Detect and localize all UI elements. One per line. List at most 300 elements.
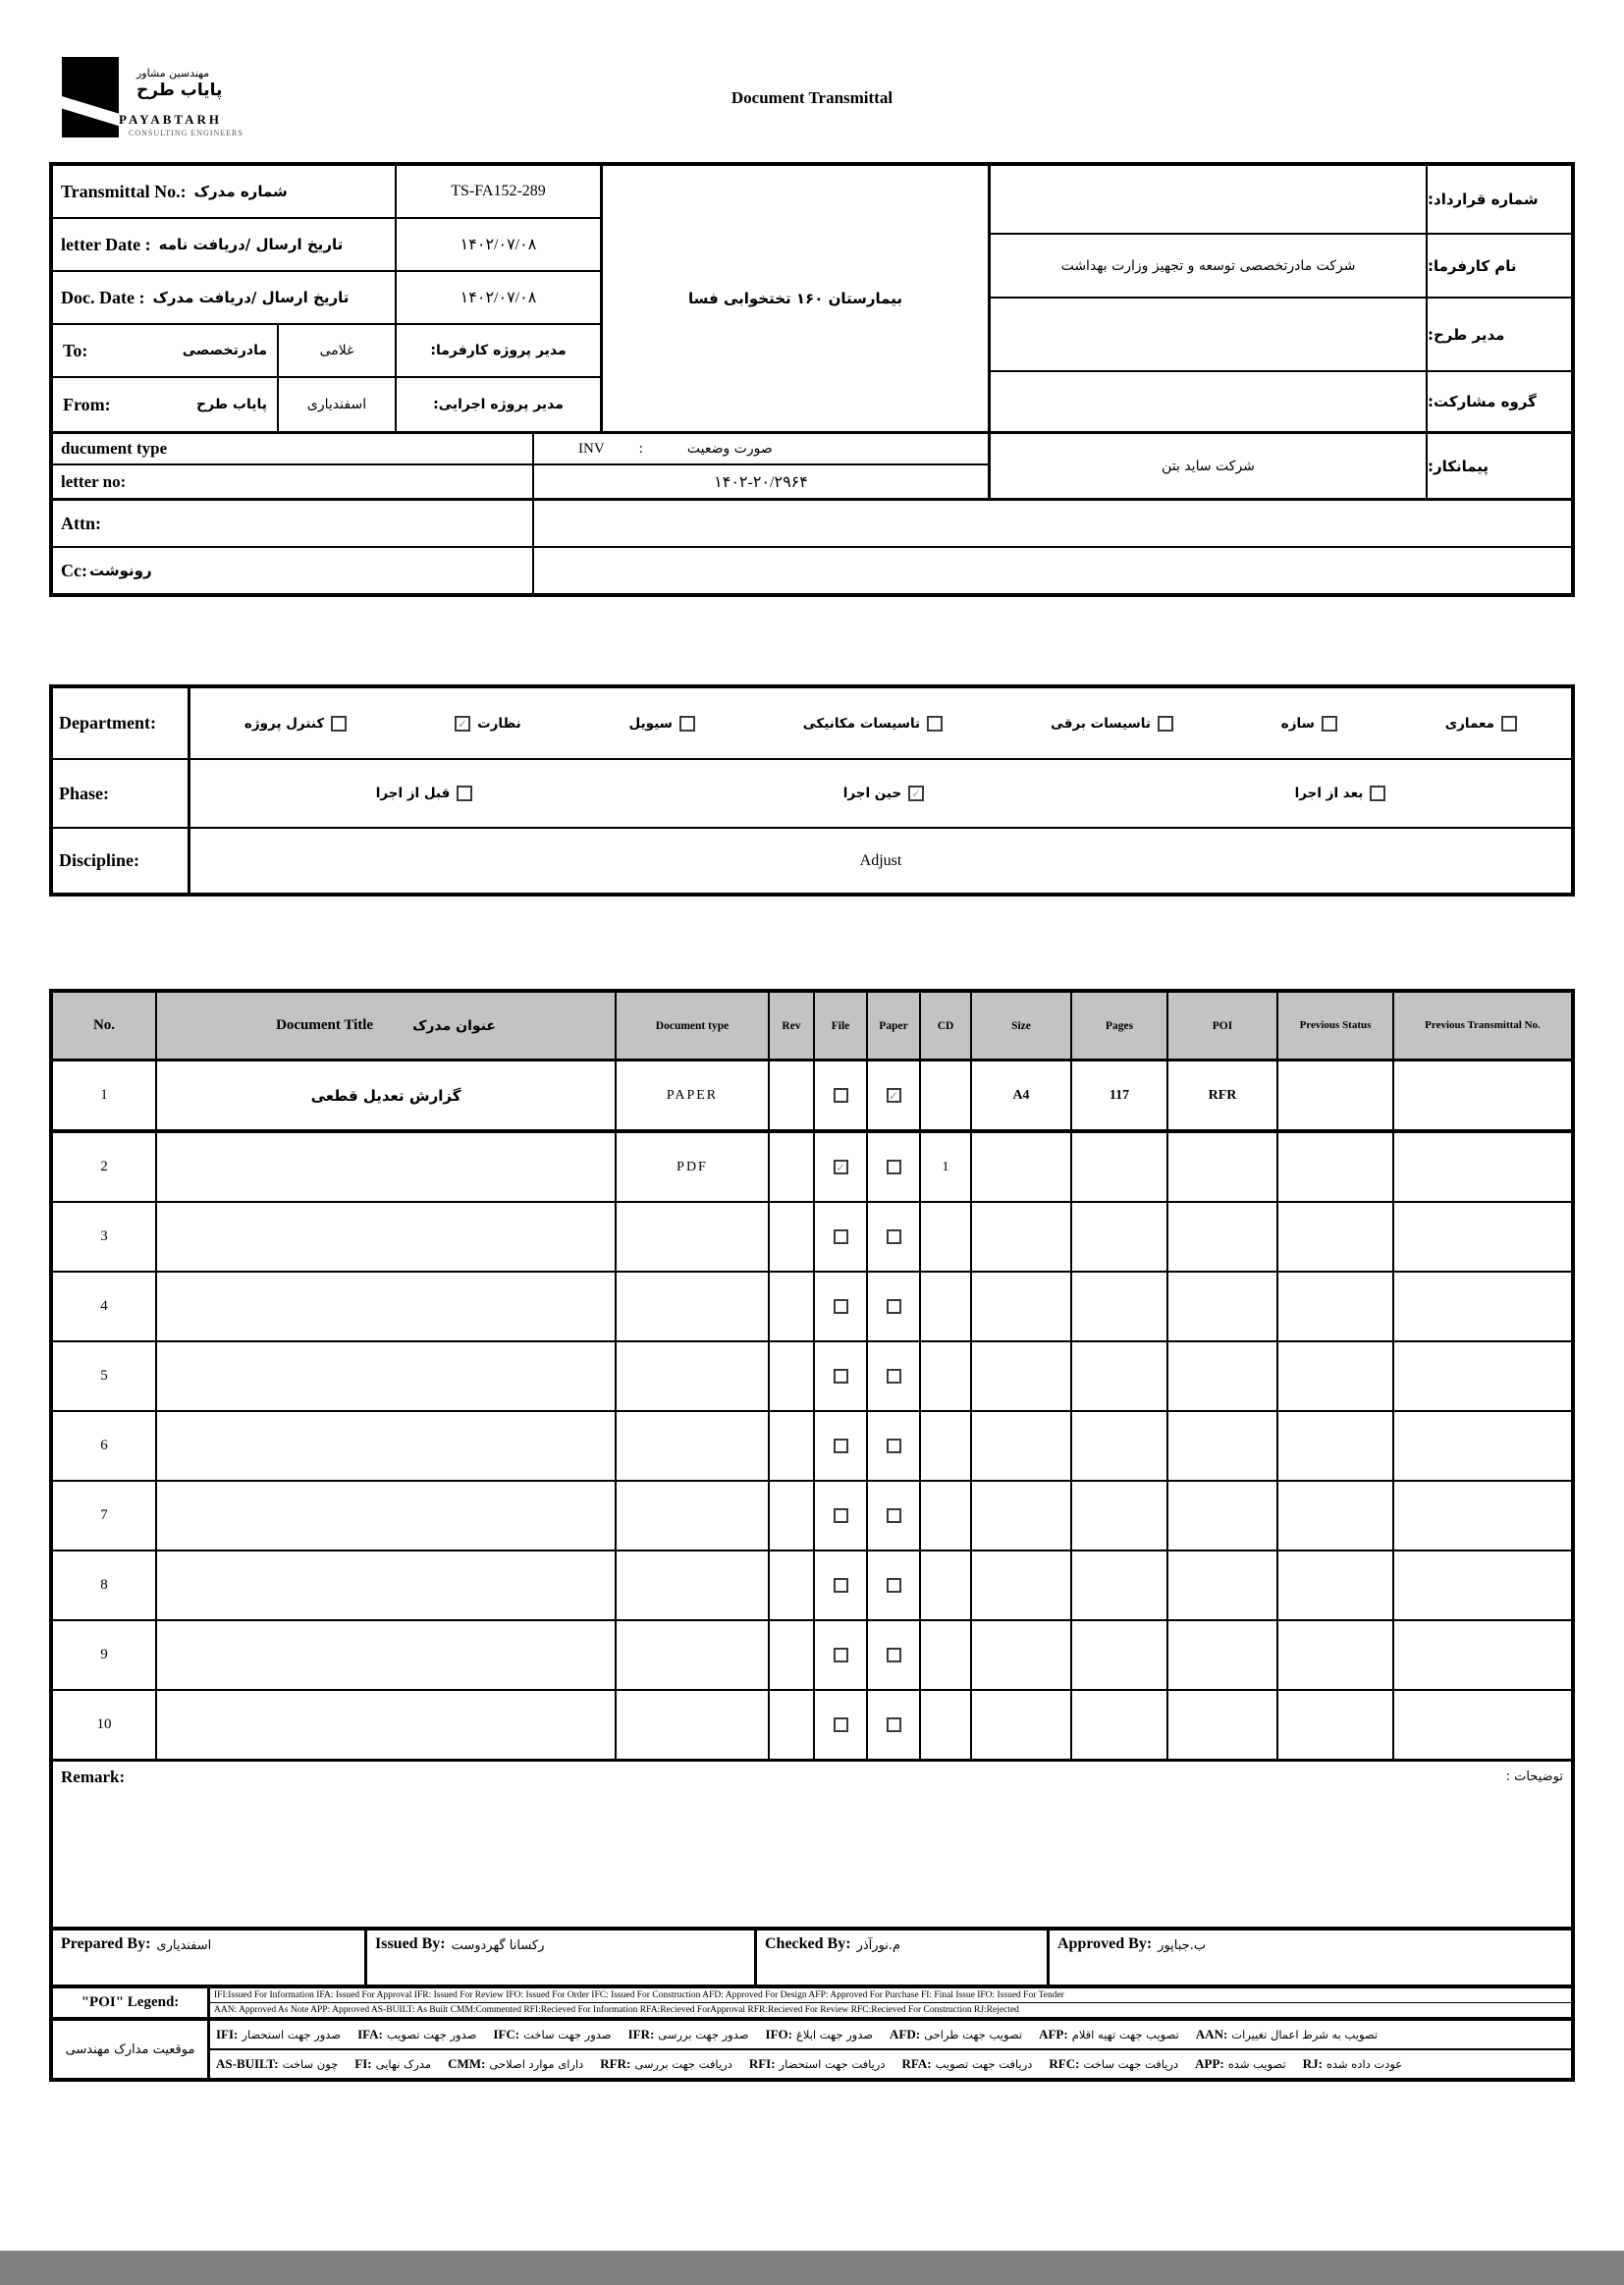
option-label: قبل از اجرا [375,786,451,801]
letter-no-value[interactable]: ۱۴۰۲-۲۰/۲۹۶۴ [714,473,808,491]
table-row [53,1203,1571,1273]
bottom-gray-bar [0,2251,1624,2285]
row-doc-type[interactable] [617,1691,770,1759]
row-size[interactable]: A4 [972,1061,1072,1129]
header-poi: POI [1168,993,1278,1059]
row-file-checkbox [815,1412,868,1480]
row-doc-type[interactable]: PAPER [617,1061,770,1129]
checkbox[interactable] [834,1717,848,1732]
to-person[interactable]: غلامی [279,325,397,376]
legend-entry: RFC: دریافت جهت ساخت [1049,2056,1179,2071]
to-label: To: [63,340,88,360]
row-rev[interactable] [770,1273,815,1340]
table-row [53,1273,1571,1342]
option-label: معماری [1444,715,1494,732]
row-doc-type[interactable] [617,1551,770,1619]
checkbox-option[interactable] [629,716,695,732]
phase-label: Phase: [53,760,190,827]
row-doc-type[interactable]: PDF [617,1133,770,1201]
table-row [53,1061,1571,1133]
row-size[interactable] [972,1691,1072,1759]
checkbox[interactable] [927,716,943,732]
row-prev-status[interactable] [1278,1133,1394,1201]
row-pages[interactable] [1072,1551,1168,1619]
checkbox[interactable] [834,1369,848,1384]
attn-label: Attn: [53,501,534,546]
from-org[interactable]: پایاب طرح [196,397,267,412]
row-prev-status[interactable] [1278,1342,1394,1410]
checkbox[interactable]: ✓ [908,786,924,801]
row-cd[interactable] [921,1691,972,1759]
checkbox[interactable] [1370,786,1385,801]
signatures-row [53,1927,1571,1988]
poi-legend-section [53,1988,1571,2017]
transmittal-left-block [53,166,603,431]
header-title: Document Title عنوان مدرک [157,993,617,1059]
legend-entry: APP: تصویب شده [1195,2056,1286,2071]
row-prev-status[interactable] [1278,1621,1394,1689]
discipline-row [53,829,1571,893]
checkbox-option[interactable] [376,786,473,801]
row-file-checkbox [815,1691,868,1759]
row-size[interactable] [972,1342,1072,1410]
row-doc-type[interactable] [617,1621,770,1689]
row-paper-checkbox [868,1551,921,1619]
row-no[interactable]: 4 [53,1273,157,1340]
row-poi[interactable] [1168,1621,1278,1689]
legend-entry: AFP: تصویب جهت تهیه اقلام [1039,2027,1179,2041]
row-paper-checkbox [868,1621,921,1689]
table-row [53,1691,1571,1762]
checkbox[interactable] [331,716,347,732]
row-title[interactable] [157,1203,617,1271]
jv-label: گروه مشارکت: [1428,393,1537,410]
row-poi[interactable] [1168,1273,1278,1340]
checkbox-option[interactable] [1295,786,1386,801]
checkbox[interactable] [834,1439,848,1453]
remark-section[interactable] [53,1762,1571,1927]
row-prev-status[interactable] [1278,1412,1394,1480]
row-file-checkbox [815,1551,868,1619]
row-cd[interactable] [921,1203,972,1271]
row-title[interactable]: گزارش تعدیل قطعی [157,1061,617,1129]
header-prev-status: Previous Status [1278,993,1394,1059]
approved-by-cell[interactable]: Approved By: ب.جباپور [1057,1935,1207,1953]
row-file-checkbox [815,1273,868,1340]
option-label: بعد از اجرا [1294,786,1364,801]
row-no[interactable]: 5 [53,1342,157,1410]
row-rev[interactable] [770,1412,815,1480]
row-pages[interactable] [1072,1133,1168,1201]
department-label: Department: [53,688,190,758]
table-row [53,1551,1571,1621]
checkbox[interactable] [887,1439,901,1453]
transmittal-no-row [53,166,600,219]
doc-type-letter-block [53,434,991,498]
attn-row [53,501,1571,546]
row-title[interactable] [157,1412,617,1480]
row-file-checkbox [815,1203,868,1271]
option-label: حین اجرا [842,786,902,801]
row-poi[interactable]: RFR [1168,1061,1278,1129]
remark-label-fa: توضیحات : [1505,1769,1563,1784]
checkbox[interactable] [1158,716,1173,732]
row-no[interactable]: 9 [53,1621,157,1689]
row-prev-status[interactable] [1278,1691,1394,1759]
row-prev-status[interactable] [1278,1551,1394,1619]
table-body [53,1061,1571,1762]
row-cd[interactable] [921,1061,972,1129]
legend-entry: AFD: تصویب جهت طراحی [890,2027,1023,2041]
row-no[interactable]: 7 [53,1482,157,1550]
row-file-checkbox [815,1342,868,1410]
header-type: Document type [617,993,770,1059]
checkbox[interactable] [834,1299,848,1314]
doc-type-row [53,434,988,465]
row-doc-type[interactable] [617,1412,770,1480]
cc-value[interactable] [534,548,1571,593]
poi-legend-line2: AAN: Approved As Note APP: Approved AS-BUILT: As Built CMM:Commented RFI:Recieved For Information RFA:Recieved ForApproval RFR:Recieved For Review RFC:Recieved For Construction RJ:Rejected [210,2002,1571,2017]
client-row [991,235,1571,299]
design-manager-label: مدیر طرح: [1428,325,1505,344]
brand-fa-tagline: مهندسین مشاور [136,67,210,80]
table-header-row [53,993,1571,1061]
from-label: From: [63,394,111,414]
contractor-label: پیمانکار: [1428,457,1489,475]
project-name: بیمارستان ۱۶۰ تختخوابی فسا [603,166,991,431]
checkbox[interactable] [887,1299,901,1314]
legend-entry: FI: مدرک نهایی [354,2056,432,2071]
checkbox[interactable] [887,1229,901,1244]
row-pages[interactable] [1072,1621,1168,1689]
doc-date-row [53,272,600,325]
contract-no-value[interactable] [991,166,1428,233]
header-cd: CD [921,993,972,1059]
issued-by-cell[interactable]: Issued By: رکسانا گهردوست [367,1931,757,1985]
department-options [190,688,1571,758]
header-file: File [815,993,868,1059]
design-manager-row [991,299,1571,372]
legend-entry: IFR: صدور جهت بررسی [627,2027,749,2041]
row-poi[interactable] [1168,1133,1278,1201]
row-pages[interactable] [1072,1482,1168,1550]
page-title: Document Transmittal [731,88,893,107]
checkbox-option[interactable] [1281,716,1337,732]
letter-date-row [53,219,600,272]
checkbox-option[interactable] [1445,716,1517,732]
legend-entry: AAN: تصویب به شرط اعمال تغییرات [1195,2027,1379,2041]
checkbox[interactable]: ✓ [887,1088,901,1103]
row-prev-transmittal[interactable] [1394,1061,1571,1129]
to-row [53,325,600,378]
row-size[interactable] [972,1621,1072,1689]
row-doc-type[interactable] [617,1482,770,1550]
row-size[interactable] [972,1203,1072,1271]
row-doc-type[interactable] [617,1203,770,1271]
checkbox[interactable] [887,1648,901,1662]
contract-no-label: شماره قرارداد: [1428,190,1539,208]
option-label: کنترل پروژه [244,715,325,732]
cc-label: Cc: [61,560,87,580]
row-no[interactable]: 1 [53,1061,157,1129]
row-paper-checkbox [868,1061,921,1129]
legend-entry: RFA: دریافت جهت تصویب [901,2056,1033,2071]
checkbox-option[interactable] [244,716,347,732]
row-no[interactable]: 10 [53,1691,157,1759]
remark-label-en: Remark: [61,1768,126,1786]
document-list-table [49,989,1575,2082]
row-rev[interactable] [770,1551,815,1619]
row-size[interactable] [972,1273,1072,1340]
row-title[interactable] [157,1273,617,1340]
row-prev-status[interactable] [1278,1061,1394,1129]
row-pages[interactable]: 117 [1072,1061,1168,1129]
row-prev-transmittal[interactable] [1394,1342,1571,1410]
option-label: نظارت [477,715,521,732]
row-prev-status[interactable] [1278,1482,1394,1550]
row-rev[interactable] [770,1342,815,1410]
phase-row [53,760,1571,829]
legend-entry: IFC: صدور جهت ساخت [493,2027,612,2041]
checked-by-cell[interactable]: Checked By: م.نورآذر [757,1931,1050,1985]
checkbox[interactable] [834,1229,848,1244]
option-label: تاسیسات برقی [1050,715,1151,732]
row-prev-transmittal[interactable] [1394,1412,1571,1480]
row-prev-transmittal[interactable] [1394,1691,1571,1759]
row-poi[interactable] [1168,1551,1278,1619]
row-pages[interactable] [1072,1273,1168,1340]
exec-pm-label: مدیر پروژه اجرایی: [433,397,564,412]
letter-no-row [53,465,988,498]
row-file-checkbox [815,1133,868,1201]
header-size: Size [972,993,1072,1059]
row-prev-transmittal[interactable] [1394,1482,1571,1550]
brand-en-name: PAYABTARH [119,112,223,127]
row-no[interactable]: 3 [53,1203,157,1271]
status-legend-line2 [210,2048,1571,2078]
header-no: No. [53,993,157,1059]
row-file-checkbox [815,1621,868,1689]
row-title[interactable] [157,1621,617,1689]
to-org[interactable]: مادرتخصصی [182,343,267,358]
row-cd[interactable] [921,1551,972,1619]
doc-date-value[interactable]: ۱۴۰۲/۰۷/۰۸ [460,290,537,306]
row-prev-transmittal[interactable] [1394,1133,1571,1201]
row-poi[interactable] [1168,1691,1278,1759]
row-doc-type[interactable] [617,1342,770,1410]
row-prev-transmittal[interactable] [1394,1621,1571,1689]
row-cd[interactable]: 1 [921,1133,972,1201]
attn-value[interactable] [534,501,1571,546]
jv-value[interactable] [991,372,1428,431]
row-poi[interactable] [1168,1203,1278,1271]
doc-type-value-fa[interactable]: صورت وضعیت [686,441,773,457]
department-row [53,688,1571,760]
from-person[interactable]: اسفندیاری [279,378,397,431]
row-cd[interactable] [921,1482,972,1550]
checkbox[interactable] [834,1578,848,1593]
client-value[interactable]: شرکت مادرتخصصی توسعه و تجهیز وزارت بهداشت [991,235,1428,297]
legend-entry: IFA: صدور جهت تصویب [357,2027,477,2041]
row-rev[interactable] [770,1133,815,1201]
row-no[interactable]: 8 [53,1551,157,1619]
option-label: سیویل [628,715,673,732]
row-paper-checkbox [868,1482,921,1550]
row-poi[interactable] [1168,1342,1278,1410]
jv-row [991,372,1571,431]
checkbox-option[interactable] [1051,716,1173,732]
client-pm-label: مدیر پروژه کارفرما: [430,343,567,358]
checkbox[interactable] [887,1160,901,1174]
row-paper-checkbox [868,1412,921,1480]
row-title[interactable] [157,1482,617,1550]
option-label: تاسیسات مکانیکی [802,715,921,732]
doc-date-label-fa: تاریخ ارسال /دریافت مدرک [152,289,350,306]
checkbox[interactable] [1322,716,1337,732]
transmittal-header-table [49,162,1575,597]
row-size[interactable] [972,1133,1072,1201]
client-label: نام کارفرما: [1428,256,1517,275]
legend-entry: RFI: دریافت جهت استحضار [748,2056,886,2071]
discipline-label: Discipline: [53,829,190,893]
row-poi[interactable] [1168,1482,1278,1550]
row-no[interactable]: 2 [53,1133,157,1201]
classification-table [49,684,1575,897]
legend-entry: AS-BUILT: چون ساخت [216,2056,339,2071]
row-rev[interactable] [770,1621,815,1689]
legend-entry: RFR: دریافت جهت بررسی [600,2056,732,2071]
transmittal-no-label-fa: شماره مدرک [193,183,288,200]
prepared-by-cell[interactable]: Prepared By: اسفندیاری [53,1931,367,1985]
legend-entry: IFO: صدور جهت ابلاغ [765,2027,874,2041]
checkbox[interactable] [887,1578,901,1593]
checkbox[interactable] [679,716,695,732]
poi-legend-line1: IFI:Issued For Information IFA: Issued For Approval IFR: Issued For Review IFO: Issued For Order IFC: Issued For Construction AFD: Approved For Design AFP: Approved For Purchase FI: Final Issue IFO: Issued For Tender [214,1990,1064,2000]
row-prev-transmittal[interactable] [1394,1203,1571,1271]
contract-no-row [991,166,1571,235]
design-manager-value[interactable] [991,299,1428,370]
checkbox[interactable] [887,1369,901,1384]
checkbox[interactable] [887,1508,901,1523]
checkbox[interactable]: ✓ [455,716,470,732]
row-cd[interactable] [921,1412,972,1480]
doc-type-separator: : [638,440,643,457]
cc-row [53,546,1571,593]
row-prev-transmittal[interactable] [1394,1551,1571,1619]
from-row [53,378,600,431]
checkbox[interactable]: ✓ [834,1160,848,1174]
transmittal-no-label-en: Transmittal No.: [61,181,187,201]
row-title[interactable] [157,1342,617,1410]
row-file-checkbox [815,1482,868,1550]
doc-date-label-en: Doc. Date : [61,287,145,307]
checkbox[interactable] [887,1717,901,1732]
row-prev-status[interactable] [1278,1273,1394,1340]
letter-date-label-en: letter Date : [61,234,151,254]
status-legend-line1 [210,2021,1571,2048]
checkbox[interactable] [1501,716,1517,732]
letter-date-value[interactable]: ۱۴۰۲/۰۷/۰۸ [460,237,537,253]
poi-legend-label: "POI" Legend: [53,1988,210,2017]
row-title[interactable] [157,1133,617,1201]
table-row [53,1482,1571,1551]
row-cd[interactable] [921,1621,972,1689]
header-pages: Pages [1072,993,1168,1059]
discipline-value[interactable]: Adjust [859,851,902,869]
status-legend-label: موقعیت مدارک مهندسی [53,2021,210,2078]
letter-date-label-fa: تاریخ ارسال /دریافت نامه [158,236,344,253]
transmittal-no-value[interactable]: TS-FA152-289 [451,183,546,199]
table-row [53,1412,1571,1482]
row-paper-checkbox [868,1203,921,1271]
row-pages[interactable] [1072,1412,1168,1480]
row-rev[interactable] [770,1482,815,1550]
row-size[interactable] [972,1482,1072,1550]
row-file-checkbox [815,1061,868,1129]
doc-type-value-en[interactable]: INV [578,440,605,457]
transmittal-right-block [991,166,1571,431]
header-rev: Rev [770,993,815,1059]
contractor-row [991,434,1571,498]
legend-entry: IFI: صدور جهت استحضار [216,2027,342,2041]
row-no[interactable]: 6 [53,1412,157,1480]
row-doc-type[interactable] [617,1273,770,1340]
row-rev[interactable] [770,1691,815,1759]
brand-fa-name: پایاب طرح [136,81,223,100]
contractor-value[interactable]: شرکت ساید بتن [991,434,1428,498]
row-pages[interactable] [1072,1203,1168,1271]
cc-label-fa: رونوشت [88,562,152,579]
row-paper-checkbox [868,1133,921,1201]
header-prev-transmittal: Previous Transmittal No. [1425,1019,1541,1032]
row-paper-checkbox [868,1691,921,1759]
row-title[interactable] [157,1551,617,1619]
row-size[interactable] [972,1551,1072,1619]
phase-options [190,760,1571,827]
row-pages[interactable] [1072,1691,1168,1759]
table-row [53,1621,1571,1691]
row-rev[interactable] [770,1061,815,1129]
checkbox-option[interactable] [455,716,521,732]
row-rev[interactable] [770,1203,815,1271]
row-prev-transmittal[interactable] [1394,1273,1571,1340]
option-label: سازه [1280,715,1315,732]
row-poi[interactable] [1168,1412,1278,1480]
checkbox[interactable] [834,1648,848,1662]
doc-type-label: ducument type [53,434,534,463]
header-paper: Paper [868,993,921,1059]
row-cd[interactable] [921,1273,972,1340]
table-row [53,1133,1571,1203]
row-paper-checkbox [868,1273,921,1340]
row-cd[interactable] [921,1342,972,1410]
row-pages[interactable] [1072,1342,1168,1410]
checkbox[interactable] [457,786,472,801]
checkbox-option[interactable] [843,786,924,801]
row-title[interactable] [157,1691,617,1759]
row-paper-checkbox [868,1342,921,1410]
legend-entry: CMM: دارای موارد اصلاحی [448,2056,584,2071]
checkbox[interactable] [834,1088,848,1103]
row-size[interactable] [972,1412,1072,1480]
row-prev-status[interactable] [1278,1203,1394,1271]
table-row [53,1342,1571,1412]
checkbox[interactable] [834,1508,848,1523]
legend-entry: RJ: عودت داده شده [1302,2056,1403,2071]
checkbox-option[interactable] [803,716,943,732]
brand-en-subtitle: CONSULTING ENGINEERS [129,129,244,137]
letter-no-label: letter no: [53,465,534,498]
